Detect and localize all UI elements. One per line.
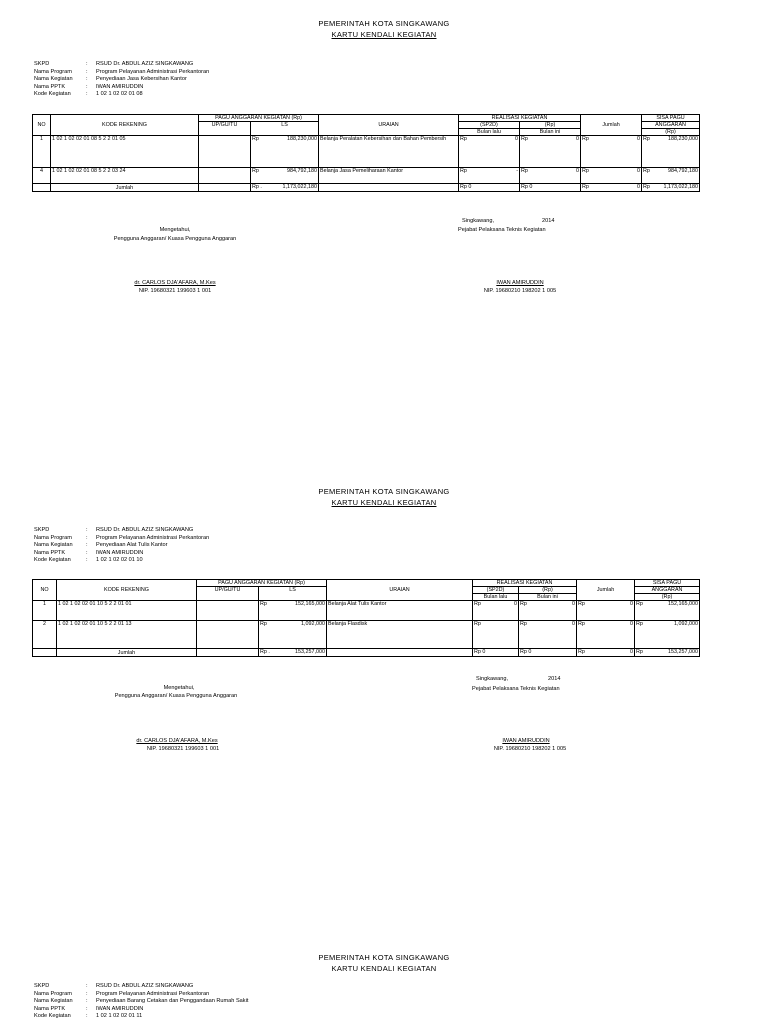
header-sisa-1: SISA PAGU — [642, 115, 700, 122]
info-value: 1 02 1 02 02 01 11 — [96, 1013, 143, 1019]
row-up — [199, 168, 251, 184]
currency-label: Rp — [474, 649, 481, 655]
currency-label: Rp — [578, 649, 585, 655]
info-value: Penyediaan Jasa Kebersihan Kantor — [96, 76, 187, 82]
header-pagu: PAGU ANGGARAN KEGIATAN (Rp) — [199, 115, 319, 122]
currency-label: Rp — [582, 136, 589, 142]
currency-label: Rp — [582, 184, 589, 190]
currency-label: Rp — [521, 168, 528, 174]
header-sp2d: (SP2D) — [459, 122, 520, 129]
row-up — [197, 601, 259, 621]
currency-label: Rp . — [260, 649, 270, 655]
info-label: Nama Program — [34, 990, 72, 997]
row-no: 2 — [33, 621, 57, 649]
currency-label: Rp — [578, 601, 585, 607]
kartu-table — [32, 579, 700, 657]
total-label: Jumlah — [57, 649, 197, 657]
header-jumlah: Jumlah — [577, 580, 635, 601]
header-no: NO — [33, 115, 51, 136]
info-value: RSUD Dr. ABDUL AZIZ SINGKAWANG — [96, 527, 194, 533]
row-sisa: 188,230,000 — [668, 136, 699, 142]
sign-pptk-title: Pejabat Pelaksana Teknis Kegiatan — [458, 227, 546, 233]
row-uraian: Belanja Alat Tulis Kantor — [327, 601, 473, 621]
currency-label: Rp — [460, 168, 467, 174]
header-rp: (Rp) — [520, 122, 581, 129]
info-value: 1 02 1 02 02 01 08 — [96, 91, 143, 97]
header-sisa-2: ANGGARAN — [642, 122, 700, 129]
sheet-title: PEMERINTAH KOTA SINGKAWANG — [318, 953, 450, 962]
sign-pptk-nip: NIP. 19680210 198202 1 005 — [483, 288, 557, 294]
total-row — [33, 649, 700, 657]
currency-label: Rp — [520, 621, 527, 627]
currency-label: Rp — [260, 601, 267, 607]
header-no: NO — [33, 580, 57, 601]
row-bulan-lalu: 0 — [514, 601, 517, 607]
header-bulan-lalu: Bulan lalu — [459, 129, 520, 136]
info-label: SKPD — [34, 61, 50, 67]
info-label: Nama PPTK — [34, 549, 66, 556]
currency-label: Rp — [643, 168, 650, 174]
header-sisa-2: ANGGARAN — [635, 587, 700, 594]
row-bulan-lalu: - — [516, 168, 518, 174]
info-value: Program Pelayanan Administrasi Perkantoran — [96, 534, 210, 541]
currency-label: Rp — [474, 601, 481, 607]
row-jumlah: 0 — [637, 168, 641, 174]
info-value: IWAN AMIRUDDIN — [96, 83, 144, 90]
sign-pptk-name: IWAN AMIRUDDIN — [496, 280, 544, 286]
sign-pa-nip: NIP. 19680321 199603 1 001 — [146, 746, 220, 752]
sheet-subtitle: KARTU KENDALI KEGIATAN — [331, 964, 437, 973]
info-block: SKPD : RSUD Dr. ABDUL AZIZ SINGKAWANG Nama Program : Program Pelayanan Administrasi Perkantoran Nama Kegiatan : Penyediaan Jasa Kebersihan Kantor Nama PPTK : IWAN AMIRUDDIN Kode Kegiatan : 1 02 1 02 02 01 08 — [34, 61, 210, 97]
currency-label: Rp — [636, 649, 643, 655]
currency-label: Rp — [521, 184, 528, 190]
header-ls: LS — [251, 122, 319, 136]
header-up: UP/GU/TU — [199, 122, 251, 136]
total-jumlah: 0 — [637, 184, 641, 190]
table-row — [33, 621, 700, 649]
sign-mengetahui: Mengetahui, — [163, 685, 195, 691]
sheet-title: PEMERINTAH KOTA SINGKAWANG — [318, 19, 450, 28]
row-bulan-lalu: 0 — [515, 136, 518, 142]
sign-year: 2014 — [548, 676, 561, 682]
sign-place-date — [476, 676, 560, 683]
header-bulan-ini: Bulan ini — [519, 594, 577, 601]
total-ls: 1,173,022,180 — [282, 184, 317, 190]
header-bulan-ini: Bulan ini — [520, 129, 581, 136]
header-realisasi: REALISASI KEGIATAN — [459, 115, 581, 122]
table-row — [33, 168, 700, 184]
total-bulan-ini: 0 — [528, 649, 532, 655]
table-row — [33, 136, 700, 168]
info-value: IWAN AMIRUDDIN — [96, 1005, 144, 1012]
info-label: Nama Program — [34, 534, 72, 541]
header-jumlah: Jumlah — [581, 115, 642, 136]
currency-label: Rp — [636, 601, 643, 607]
info-label: Nama PPTK — [34, 1005, 66, 1012]
header-sisa-3: (Rp) — [635, 594, 700, 601]
info-label: Nama Kegiatan — [34, 998, 73, 1004]
row-uraian: Belanja Peralatan Kebersihan dan Bahan Pembersih — [319, 136, 459, 168]
total-bulan-lalu: 0 — [468, 184, 472, 190]
currency-label: Rp — [474, 621, 481, 627]
sign-pa-name: dr. CARLOS DJA'AFARA, M.Kes — [136, 738, 218, 744]
header-rp: (Rp) — [519, 587, 577, 594]
row-up — [197, 621, 259, 649]
info-value: 1 02 1 02 02 01 10 — [96, 557, 143, 563]
info-value: Penyediaan Alat Tulis Kantor — [96, 542, 168, 548]
header-up: UP/GU/TU — [197, 587, 259, 601]
sign-place: Singkawang, — [476, 676, 509, 682]
currency-label: Rp — [460, 184, 467, 190]
row-ls: 188,230,000 — [287, 136, 317, 142]
row-jumlah: 0 — [630, 621, 634, 627]
currency-label: Rp — [578, 621, 585, 627]
row-bulan-ini: 0 — [576, 136, 580, 142]
row-uraian: Belanja Jasa Pemeliharaan Kantor — [319, 168, 459, 184]
currency-label: Rp — [643, 136, 650, 142]
total-sisa: 1,173,022,180 — [663, 184, 699, 190]
header-kode: KODE REKENING — [51, 115, 199, 136]
info-block: SKPD : RSUD Dr. ABDUL AZIZ SINGKAWANG Nama Program : Program Pelayanan Administrasi Perkantoran Nama Kegiatan : Penyediaan Alat Tulis Kantor Nama PPTK : IWAN AMIRUDDIN Kode Kegiatan : 1 02 1 02 02 01 10 — [34, 527, 210, 563]
row-sisa: 1,092,000 — [674, 621, 699, 627]
sign-pa-name: dr. CARLOS DJA'AFARA, M.Kes — [134, 280, 216, 286]
total-ls: 153,257,000 — [295, 649, 325, 655]
row-ls: 152,165,000 — [295, 601, 325, 607]
info-label: Nama Kegiatan — [34, 542, 73, 548]
sheet-subtitle: KARTU KENDALI KEGIATAN — [331, 498, 437, 507]
currency-label: Rp — [643, 184, 650, 190]
header-sisa-3: (Rp) — [642, 129, 700, 136]
sheet-title: PEMERINTAH KOTA SINGKAWANG — [318, 487, 450, 496]
row-jumlah: 0 — [630, 601, 634, 607]
currency-label: Rp . — [252, 184, 262, 190]
row-kode: 1 02 1 02 02 01 08 5 2 2 03 24 — [51, 168, 199, 184]
sheet-subtitle: KARTU KENDALI KEGIATAN — [331, 30, 437, 39]
currency-label: Rp — [520, 649, 527, 655]
row-sisa: 984,792,180 — [668, 168, 699, 174]
sign-mengetahui: Mengetahui, — [159, 227, 191, 233]
currency-label: Rp — [520, 601, 527, 607]
row-kode: 1 02 1 02 02 01 10 5 2 2 01 13 — [57, 621, 197, 649]
sign-pa-title: Pengguna Anggaran/ Kuasa Pengguna Anggaran — [113, 236, 237, 242]
table-row — [33, 601, 700, 621]
header-uraian: URAIAN — [319, 115, 459, 136]
info-label: Nama Kegiatan — [34, 76, 73, 82]
row-bulan-ini: 0 — [572, 601, 576, 607]
info-label: Nama PPTK — [34, 83, 66, 90]
info-value: RSUD Dr. ABDUL AZIZ SINGKAWANG — [96, 983, 194, 989]
info-value: Program Pelayanan Administrasi Perkantoran — [96, 68, 210, 75]
info-label: Nama Program — [34, 68, 72, 75]
row-ls: 984,792,180 — [287, 168, 317, 174]
header-uraian: URAIAN — [327, 580, 473, 601]
header-realisasi: REALISASI KEGIATAN — [473, 580, 577, 587]
header-kode: KODE REKENING — [57, 580, 197, 601]
currency-label: Rp — [252, 136, 259, 142]
info-label: Kode Kegiatan — [34, 557, 71, 563]
header-pagu: PAGU ANGGARAN KEGIATAN (Rp) — [197, 580, 327, 587]
currency-label: Rp — [582, 168, 589, 174]
row-no: 4 — [33, 168, 51, 184]
total-row — [33, 184, 700, 192]
row-sisa: 152,165,000 — [668, 601, 699, 607]
row-bulan-ini: 0 — [576, 168, 580, 174]
header-ls: LS — [259, 587, 327, 601]
total-sisa: 153,257,000 — [668, 649, 699, 655]
sign-pa-nip: NIP. 19680321 199603 1 001 — [138, 288, 212, 294]
info-label: Kode Kegiatan — [34, 91, 71, 97]
sign-pptk-name: IWAN AMIRUDDIN — [502, 738, 550, 744]
header-sp2d: (SP2D) — [473, 587, 519, 594]
total-bulan-ini: 0 — [529, 184, 533, 190]
currency-label: Rp — [252, 168, 259, 174]
row-kode: 1 02 1 02 02 01 08 5 2 2 01 05 — [51, 136, 199, 168]
row-no: 1 — [33, 601, 57, 621]
row-ls: 1,092,000 — [301, 621, 325, 627]
sign-pa-title: Pengguna Anggaran/ Kuasa Pengguna Anggaran — [114, 693, 238, 699]
header-bulan-lalu: Bulan lalu — [473, 594, 519, 601]
total-label: Jumlah — [51, 184, 199, 192]
total-bulan-lalu: 0 — [482, 649, 486, 655]
currency-label: Rp — [460, 136, 467, 142]
kartu-table — [32, 114, 700, 192]
sign-year: 2014 — [542, 218, 555, 224]
info-value: RSUD Dr. ABDUL AZIZ SINGKAWANG — [96, 61, 194, 67]
sign-place-date — [462, 218, 554, 225]
row-bulan-ini: 0 — [572, 621, 576, 627]
row-jumlah: 0 — [637, 136, 641, 142]
row-up — [199, 136, 251, 168]
info-label: SKPD — [34, 983, 50, 989]
currency-label: Rp — [260, 621, 267, 627]
info-value: Penyediaan Barang Cetakan dan Penggandaan Rumah Sakit — [96, 998, 249, 1004]
sign-pptk-nip: NIP. 19680210 198202 1 005 — [493, 746, 567, 752]
row-no: 1 — [33, 136, 51, 168]
row-uraian: Belanja Flasdisk — [327, 621, 473, 649]
currency-label: Rp — [636, 621, 643, 627]
sign-pptk-title: Pejabat Pelaksana Teknis Kegiatan — [472, 686, 560, 692]
info-value: IWAN AMIRUDDIN — [96, 549, 144, 556]
currency-label: Rp — [521, 136, 528, 142]
sign-place: Singkawang, — [462, 218, 495, 224]
info-block: SKPD : RSUD Dr. ABDUL AZIZ SINGKAWANG Nama Program : Program Pelayanan Administrasi Perkantoran Nama Kegiatan : Penyediaan Barang Cetakan dan Penggandaan Rumah Sakit Nama PPTK : IWAN AMIRUDDIN Kode Kegiatan : 1 02 1 02 02 01 11 — [34, 983, 249, 1019]
row-kode: 1 02 1 02 02 01 10 5 2 2 01 01 — [57, 601, 197, 621]
info-label: Kode Kegiatan — [34, 1013, 71, 1019]
info-label: SKPD — [34, 527, 50, 533]
info-value: Program Pelayanan Administrasi Perkantoran — [96, 990, 210, 997]
total-jumlah: 0 — [630, 649, 634, 655]
header-sisa-1: SISA PAGU — [635, 580, 700, 587]
